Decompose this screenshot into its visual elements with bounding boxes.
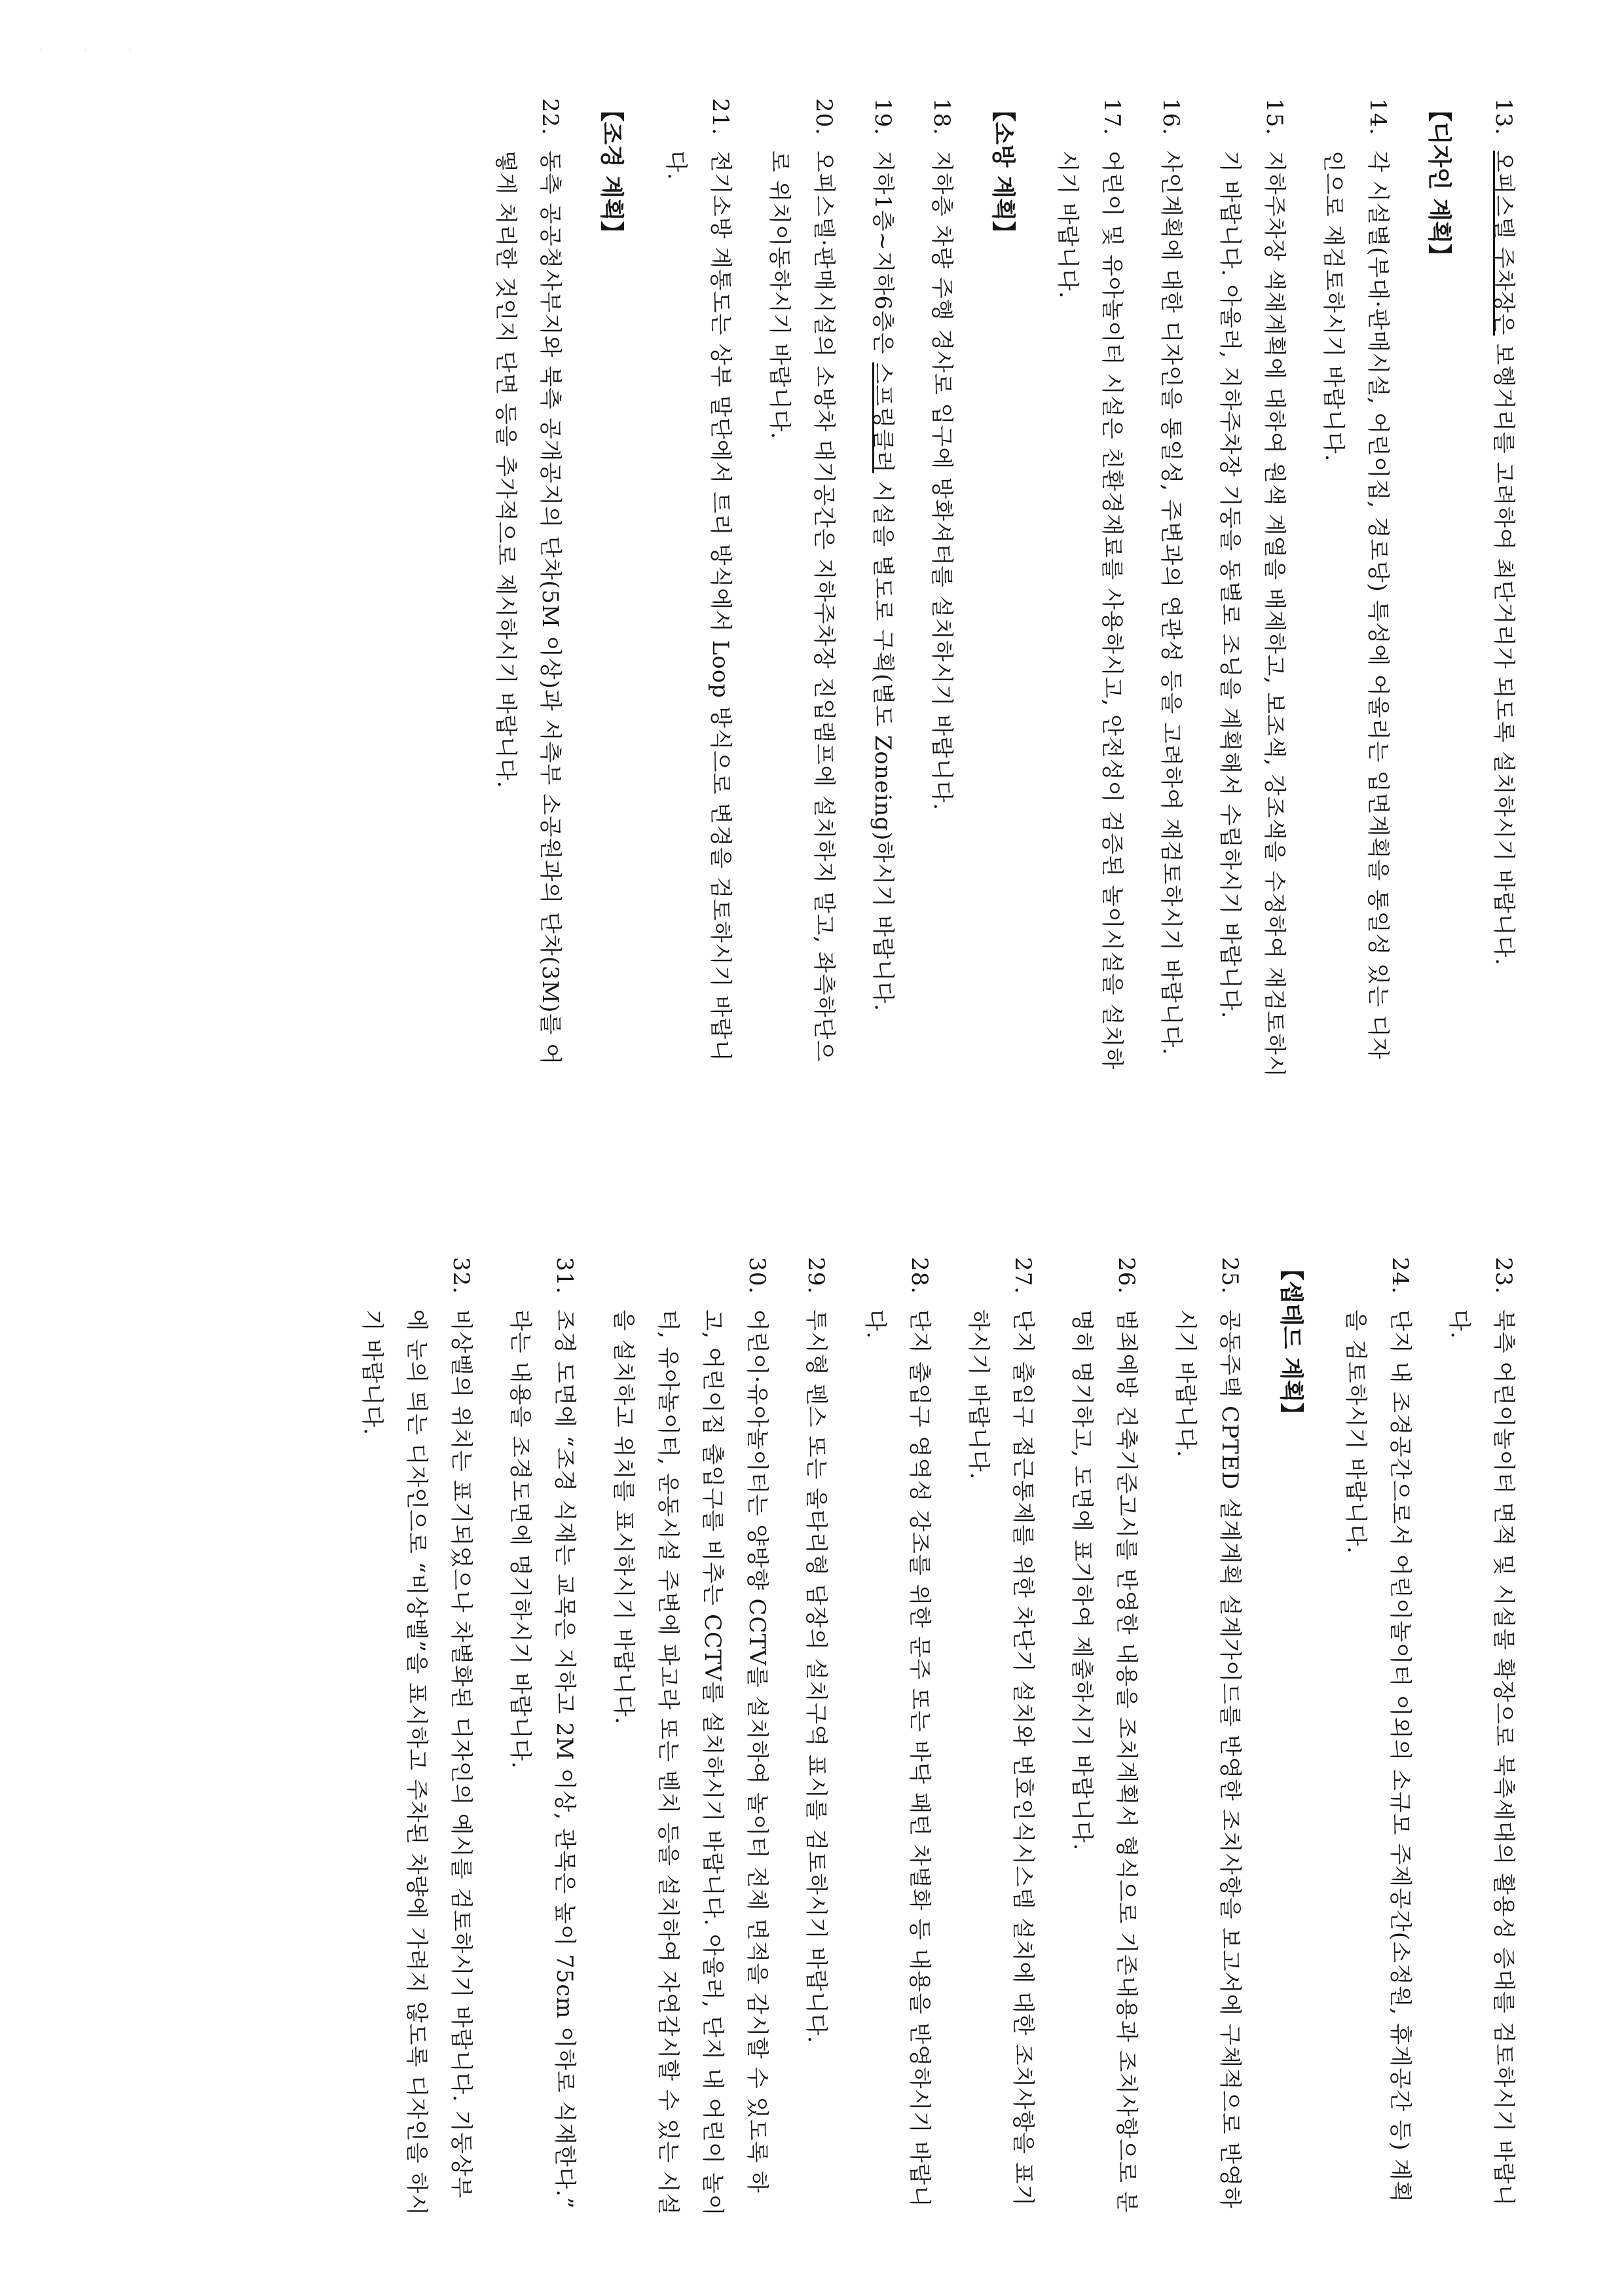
- scan-noise: · · ·: [39, 46, 151, 56]
- item-text: 어린이·유아놀이터는 양방향 CCTV를 설치하여 놀이터 전체 면적을 감시할 수 있도록 하고, 어린이집 출입구를 비추는 CCTV를 설치하시기 바랍니다. 아울러, 단지 내 어린이 놀이터, 유아놀이터, 운동시설 주변에 파고라 또는 벤치 등을 설치하여 자연감시할 수 있는 시설을 설치하고 위치를 표시하시기 바랍니다.: [610, 1309, 770, 2217]
- item-text: 공동주택 CPTED 설계계획 설계가이드를 반영한 조치사항을 보고서에 구체적으로 반영하시기 바랍니다.: [1172, 1309, 1243, 2209]
- item-32: [350, 1257, 483, 2219]
- item-13: [1481, 98, 1526, 1080]
- section-heading-design: 【디자인 계획】: [1426, 98, 1452, 268]
- item-24: [1333, 1257, 1422, 2219]
- item-28: [853, 1257, 942, 2219]
- item-22: [483, 98, 572, 1080]
- item-text: 어린이 및 유아놀이터 시설은 친환경재료를 사용하시고, 안전성이 검증된 놀이시설을 설치하시기 바랍니다.: [1054, 151, 1125, 1070]
- item-number: 28.: [906, 1257, 932, 1295]
- item-number: 24.: [1387, 1257, 1413, 1295]
- item-30: [601, 1257, 779, 2219]
- item-text: 비상벨의 위치는 표기되었으나 차별화된 디자인의 예시를 검토하시기 바랍니다. 기둥상부에 눈의 띄는 디자인으로 “비상벨”을 표시하고 주차된 차량에 가려지 않도록 디자인을 하시기 바랍니다.: [359, 1309, 474, 2217]
- item-19: [860, 98, 905, 1080]
- item-number: 30.: [744, 1257, 770, 1295]
- left-column: [469, 98, 1526, 1080]
- item-number: 22.: [537, 98, 563, 136]
- item-17: [1045, 98, 1134, 1080]
- item-number: 17.: [1099, 98, 1125, 136]
- item-29: [794, 1257, 838, 2219]
- item-20: [757, 98, 846, 1080]
- item-number: 32.: [448, 1257, 474, 1295]
- item-text: 전기소방 계통도는 상부 말단에서 트리 방식에서 Loop 방식으로 변경을 검토하시기 바랍니다.: [663, 151, 733, 1062]
- item-number: 19.: [870, 98, 896, 136]
- item-number: 16.: [1158, 98, 1184, 136]
- item-14: [1311, 98, 1400, 1080]
- item-number: 26.: [1113, 1257, 1139, 1295]
- item-number: 13.: [1490, 98, 1517, 136]
- item-number: 31.: [551, 1257, 578, 1295]
- item-text: 보행거리를 고려하여 최단거리가 되도록 설치하시기 바랍니다.: [1490, 335, 1517, 966]
- section-heading-landscape: 【조경 계획】: [598, 98, 625, 245]
- item-text: 지하층 차량 주행 경사로 입구에 방화셔터를 설치하시기 바랍니다.: [929, 151, 955, 811]
- item-number: 20.: [811, 98, 837, 136]
- item-text: 사인계획에 대한 디자인을 통일성, 주변과의 연관성 등을 고려하여 재검토하시기 바랍니다.: [1158, 151, 1184, 1056]
- item-text: 투시형 펜스 또는 울타리형 담장의 설치구역 표시를 검토하시기 바랍니다.: [803, 1309, 829, 2044]
- item-number: 15.: [1261, 98, 1287, 136]
- item-number: 21.: [707, 98, 733, 136]
- item-number: 29.: [803, 1257, 829, 1295]
- item-number: 25.: [1217, 1257, 1243, 1295]
- item-18: [919, 98, 964, 1080]
- item-31: [498, 1257, 587, 2219]
- item-underlined-text: 오피스텔 주차장은: [1490, 151, 1517, 336]
- section-heading-cpted: 【셉테드 계획】: [1278, 1257, 1304, 1427]
- item-text: 동측 공공청사부지와 북측 공개공지의 단차(5M 이상)과 서측부 소공원과의 단차(3M)를 어떻게 처리한 것인지 단면 등을 추가적으로 제시하시기 바랍니다.: [492, 151, 563, 1066]
- item-number: 27.: [1010, 1257, 1036, 1295]
- section-heading-fire: 【소방 계획】: [989, 98, 1016, 245]
- item-text: 오피스텔·판매시설의 소방차 대기공간은 지하주차장 진입램프에 설치하지 말고, 좌측하단으로 위치이동하시기 바랍니다.: [766, 151, 837, 1063]
- item-text: 각 시설별(부대·판매시설, 어린이집, 경로당) 특성에 어울리는 입면계획을 통일성 있는 디자인으로 재검토하시기 바랍니다.: [1320, 151, 1391, 1060]
- item-text: 조경 도면에 “조경 식재는 교목은 지하고 2M 이상, 관목은 높이 75cm 이하로 식재한다.” 라는 내용을 조경도면에 명기하시기 바랍니다.: [507, 1309, 578, 2210]
- item-26: [1060, 1257, 1149, 2219]
- right-column: [335, 1257, 1526, 2219]
- item-27: [956, 1257, 1045, 2219]
- item-text: 단지 출입구 영역성 강조를 위한 문주 또는 바닥 패턴 차별화 등 내용을 반영하시기 바랍니다.: [862, 1309, 932, 2208]
- item-16: [1149, 98, 1193, 1080]
- item-number: 23.: [1490, 1257, 1517, 1295]
- item-text: 시설을 별도로 구획(별도 Zoneing)하시기 바랍니다.: [870, 473, 896, 1012]
- item-number: 14.: [1365, 98, 1391, 136]
- item-text: 지하1층~지하6층은: [870, 151, 896, 363]
- item-text: 단지 내 조경공간으로서 어린이놀이터 이외의 소규모 주제공간(소정원, 휴게공간 등) 계획을 검토하시기 바랍니다.: [1342, 1309, 1413, 2203]
- item-25: [1163, 1257, 1252, 2219]
- item-23: [1437, 1257, 1526, 2219]
- item-text: 북측 어린이놀이터 면적 및 시설물 확장으로 북측세대의 활용성 증대를 검토하시기 바랍니다.: [1446, 1309, 1517, 2207]
- item-underlined-text: 스프링클러: [870, 362, 896, 473]
- item-21: [654, 98, 743, 1080]
- item-text: 지하주차장 색채계획에 대하여 원색 계열을 배제하고, 보조색, 강조색을 수정하여 재검토하시기 바랍니다. 아울러, 지하주차장 기둥을 동별로 조닝을 계획해서 수립하시기 바랍니다.: [1217, 151, 1287, 1078]
- item-text: 범죄예방 건축기준고시를 반영한 내용을 조치계획서 형식으로 기존내용과 조치사항으로 분명히 명기하고, 도면에 표기하여 제출하시기 바랍니다.: [1069, 1309, 1139, 2214]
- item-text: 단지 출입구 접근통제를 위한 차단기 설치와 번호인식시스템 설치에 대한 조치사항을 표기하시기 바랍니다.: [965, 1309, 1036, 2207]
- item-number: 18.: [929, 98, 955, 136]
- item-15: [1208, 98, 1297, 1080]
